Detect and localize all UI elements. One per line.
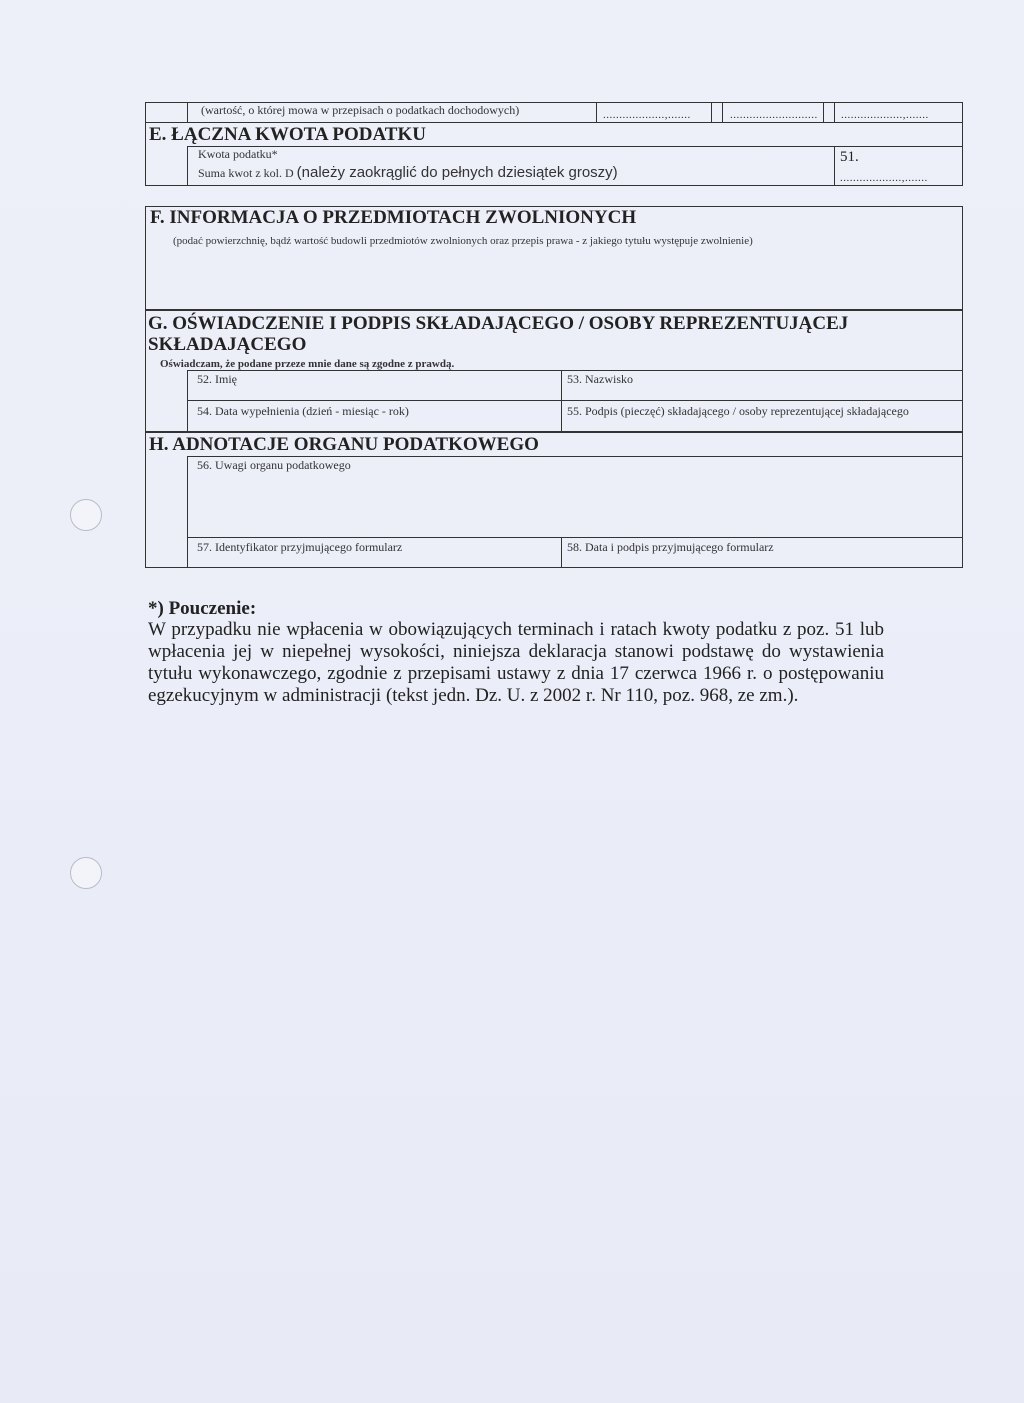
field-51-input[interactable]: ...................,....... [840, 172, 928, 184]
tax-office-notes-field[interactable]: 56. Uwagi organu podatkowego [197, 458, 351, 472]
section-g-title-line-1: G. OŚWIADCZENIE I PODPIS SKŁADAJĄCEGO / OSOBY REPREZENTUJĄCEJ [148, 313, 849, 334]
fill-date-field[interactable]: 54. Data wypełnienia (dzień - miesiąc - rok) [197, 404, 409, 418]
section-g-title-line-2: SKŁADAJĄCEGO [148, 334, 307, 355]
signature-field[interactable]: 55. Podpis (pieczęć) składającego / osoby reprezentującej składającego [567, 404, 909, 418]
first-name-field[interactable]: 52. Imię [197, 372, 237, 386]
tax-sum-label-b: (należy zaokrąglić do pełnych dziesiątek groszy) [296, 164, 618, 181]
section-d-value-field-3[interactable]: ...................,....... [841, 109, 929, 121]
section-e-title: E. ŁĄCZNA KWOTA PODATKU [149, 124, 426, 145]
last-name-field[interactable]: 53. Nazwisko [567, 372, 633, 386]
tax-sum-label [198, 164, 618, 181]
section-g-declaration: Oświadczam, że podane przeze mnie dane są zgodne z prawdą. [160, 358, 455, 370]
notice-body: W przypadku nie wpłacenia w obowiązujących terminach i ratach kwoty podatku z poz. 51 lub wpłacenia jej w niepełnej wysokości, niniejsza deklaracja stanowi podstawę do wystawienia tytułu wykonawczego, zgodnie z przepisami ustawy z dnia 17 czerwca 1966 r. o postępowaniu egzekucyjnym w administracji (tekst jedn. Dz. U. z 2002 r. Nr 110, poz. 968, ze zm.). [148, 619, 884, 706]
punch-hole-top [70, 499, 102, 531]
tax-amount-label: Kwota podatku* [198, 147, 278, 161]
section-h-title: H. ADNOTACJE ORGANU PODATKOWEGO [149, 434, 539, 455]
section-d-value-field-1[interactable]: ...................,....... [603, 109, 691, 121]
receiver-date-signature-field[interactable]: 58. Data i podpis przyjmującego formularz [567, 540, 774, 554]
notice-title: *) Pouczenie: [148, 598, 257, 619]
punch-hole-bottom [70, 857, 102, 889]
section-d-value-field-2[interactable]: ........................... [730, 109, 818, 121]
section-f-input-area[interactable] [150, 252, 958, 307]
receiver-id-field[interactable]: 57. Identyfikator przyjmującego formularz [197, 540, 403, 554]
field-51-number: 51. [840, 149, 859, 165]
section-d-value-label: (wartość, o której mowa w przepisach o podatkach dochodowych) [201, 103, 520, 117]
section-f-title: F. INFORMACJA O PRZEDMIOTACH ZWOLNIONYCH [150, 207, 637, 228]
section-f-subtitle: (podać powierzchnię, bądź wartość budowli przedmiotów zwolnionych oraz przepis prawa - z jakiego tytułu występuje zwolnienie) [173, 235, 753, 247]
tax-sum-label-a: Suma kwot z kol. D [198, 166, 294, 180]
